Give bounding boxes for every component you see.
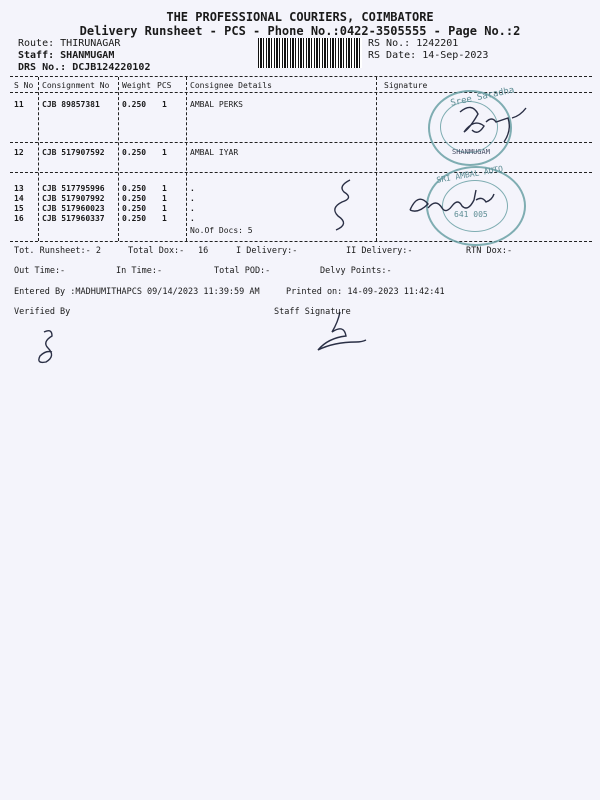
no-of-docs: No.Of Docs: 5: [190, 226, 253, 235]
row-consignment: CJB 517795996: [42, 184, 105, 193]
row-sno: 12: [14, 148, 24, 157]
row-weight: 0.250: [122, 184, 147, 193]
staff-signature: Staff Signature: [274, 307, 351, 317]
row-consignment: CJB 517960337: [42, 214, 105, 223]
staff-label: Staff:: [18, 50, 55, 61]
drs-value: DCJB124220102: [72, 62, 151, 73]
row-consignment: CJB 517907992: [42, 194, 105, 203]
row-pcs: 1: [162, 184, 167, 193]
row-consignee: AMBAL PERKS: [190, 100, 243, 109]
stamp-bottom-text: SHANMUGAM: [452, 148, 490, 156]
i-delivery: I Delivery:-: [236, 246, 298, 256]
row-weight: 0.250: [122, 100, 147, 109]
row-sno: 16: [14, 214, 24, 223]
row-consignee: .: [190, 214, 195, 223]
row-pcs: 1: [162, 148, 167, 157]
rs-no-label: RS No.:: [368, 38, 411, 49]
col-header-consignment: Consignment No: [42, 81, 110, 90]
row-consignee: .: [190, 194, 195, 203]
row-sno: 13: [14, 184, 24, 193]
verified-by: Verified By: [14, 307, 71, 317]
row-pcs: 1: [162, 204, 167, 213]
col-header-pcs: PCS: [157, 81, 172, 90]
route-value: THIRUNAGAR: [60, 38, 121, 49]
stamp-top-text: Sree Saradha: [449, 85, 516, 109]
row-weight: 0.250: [122, 148, 147, 157]
row-pcs: 1: [162, 194, 167, 203]
document-subtitle: Delivery Runsheet - PCS - Phone No.:0422-3505555 - Page No.:2: [79, 24, 521, 38]
col-header-weight: Weight: [122, 81, 151, 90]
row-sno: 11: [14, 100, 24, 109]
rs-date-value: 14-Sep-2023: [422, 50, 489, 61]
entered-by: Entered By :MADHUMITHAPCS 09/14/2023 11:39:59 AM: [14, 287, 260, 297]
row-consignee: .: [190, 204, 195, 213]
rs-date-label: RS Date:: [368, 50, 417, 61]
col-header-consignee: Consignee Details: [190, 81, 272, 90]
tot-runsheet: Tot. Runsheet:- 2: [14, 246, 101, 256]
stamp-top-text: SRI AMBAL AUTO: [435, 164, 504, 185]
stamp-code-text: 641 005: [454, 210, 488, 219]
col-header-sno: S No: [14, 81, 34, 90]
row-sno: 14: [14, 194, 24, 203]
total-pod: Total POD:-: [214, 266, 271, 276]
out-time: Out Time:-: [14, 266, 66, 276]
total-dox-label: Total Dox:-: [128, 246, 185, 256]
delvy-points: Delvy Points:-: [320, 266, 392, 276]
row-pcs: 1: [162, 214, 167, 223]
row-pcs: 1: [162, 100, 167, 109]
drs-label: DRS No.:: [18, 62, 67, 73]
staff-value: SHANMUGAM: [60, 50, 115, 61]
in-time: In Time:-: [116, 266, 163, 276]
row-sno: 15: [14, 204, 24, 213]
printed-on: Printed on: 14-09-2023 11:42:41: [286, 287, 445, 297]
row-weight: 0.250: [122, 214, 147, 223]
document-title: THE PROFESSIONAL COURIERS, COIMBATORE: [166, 10, 434, 24]
row-weight: 0.250: [122, 194, 147, 203]
rs-no-value: 1242201: [416, 38, 459, 49]
col-header-signature: Signature: [384, 81, 428, 90]
route-label: Route:: [18, 38, 55, 49]
ii-delivery: II Delivery:-: [346, 246, 413, 256]
row-consignee: AMBAL IYAR: [190, 148, 239, 157]
rtn-dox: RTN Dox:-: [466, 246, 513, 256]
row-consignee: .: [190, 184, 195, 193]
total-dox-value: 16: [198, 246, 209, 256]
row-consignment: CJB 517907592: [42, 148, 105, 157]
row-consignment: CJB 517960023: [42, 204, 105, 213]
row-weight: 0.250: [122, 204, 147, 213]
row-consignment: CJB 89857381: [42, 100, 100, 109]
